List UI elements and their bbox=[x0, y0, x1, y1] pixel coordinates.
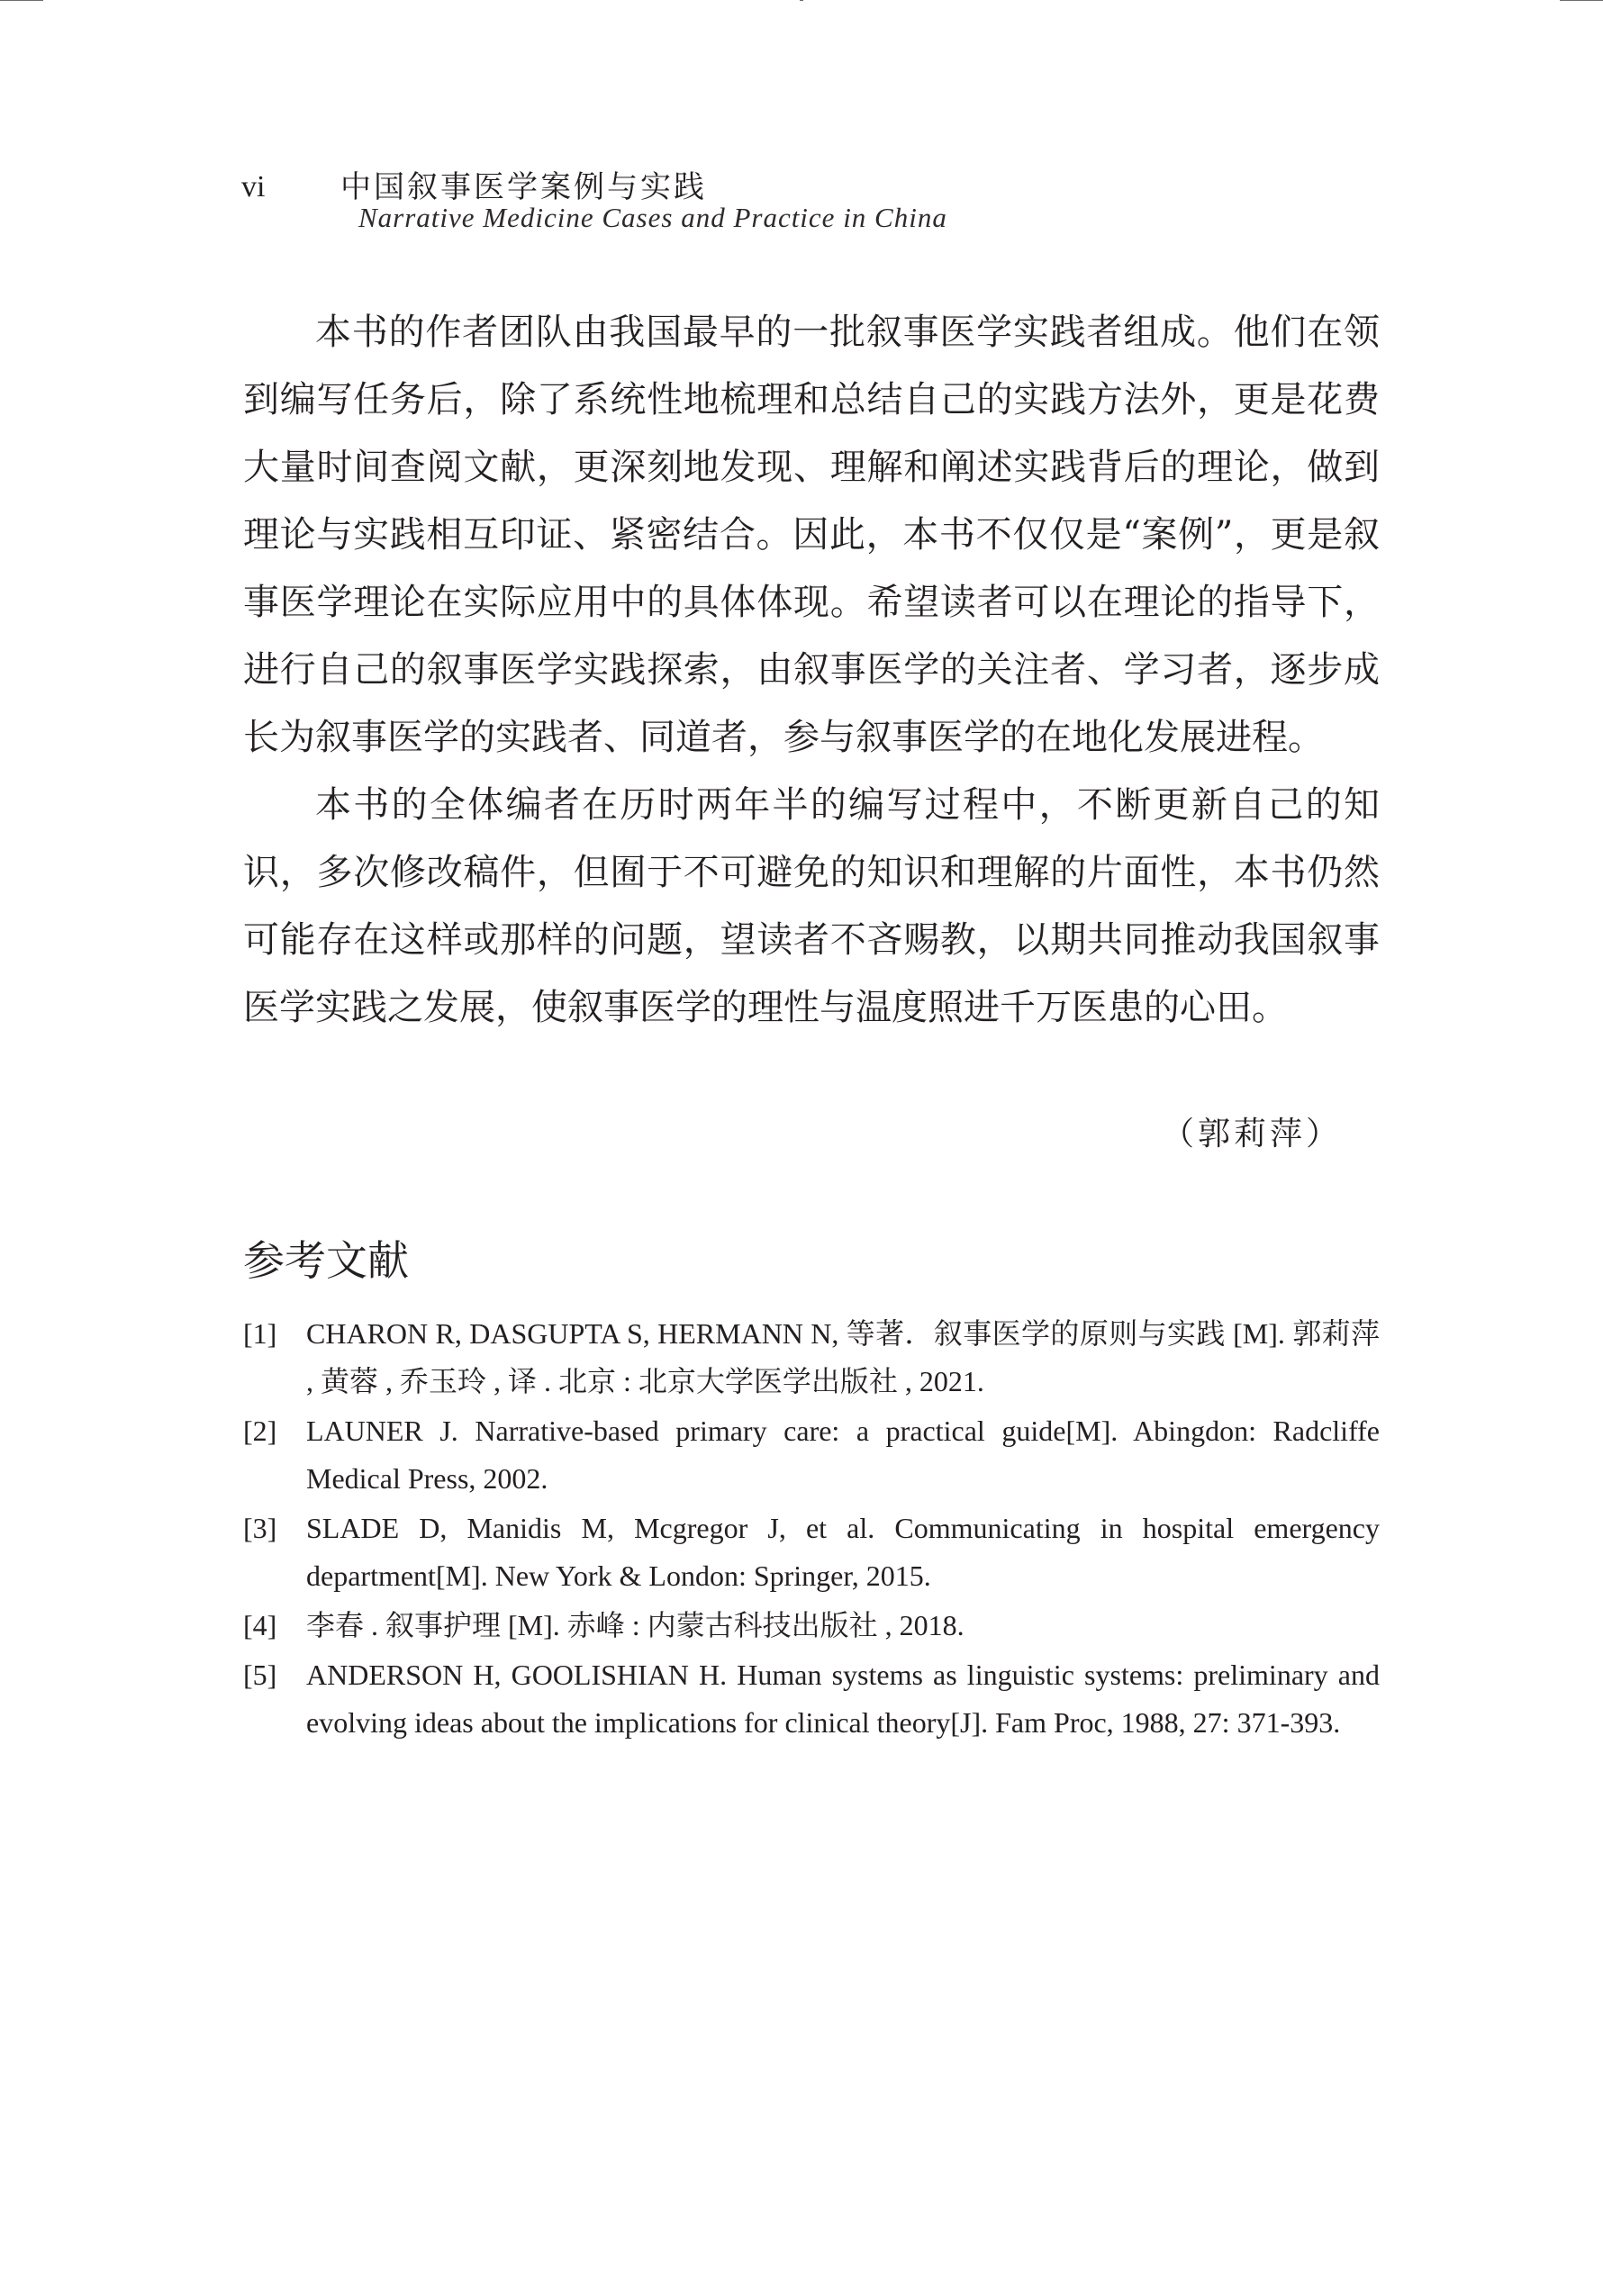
reference-text: LAUNER J. Narrative-based primary care: a practical guide[M]. Abingdon: Radcliffe Medical Press, 2002. bbox=[306, 1415, 1380, 1495]
reference-number: [3] bbox=[243, 1512, 277, 1544]
book-title: 中国叙事医学案例与实践 bbox=[340, 169, 707, 205]
reference-number: [1] bbox=[243, 1317, 277, 1350]
reference-item bbox=[243, 1310, 1380, 1406]
reference-text: 李春 . 叙事护理 [M]. 赤峰 : 内蒙古科技出版社 , 2018. bbox=[306, 1609, 965, 1641]
crop-mark-right bbox=[1560, 0, 1603, 1]
reference-text: CHARON R, DASGUPTA S, HERMANN N, 等著．叙事医学的原则与实践 [M]. 郭莉萍 , 黄蓉 , 乔玉玲 , 译 . 北京 : 北京大学医学出版社 , 2021. bbox=[306, 1317, 1380, 1397]
reference-item bbox=[243, 1651, 1380, 1747]
references-list bbox=[243, 1310, 1380, 1749]
crop-mark-left bbox=[0, 0, 43, 1]
book-subtitle: Narrative Medicine Cases and Practice in China bbox=[358, 202, 947, 233]
preface-body bbox=[243, 299, 1380, 1042]
author-signature: （郭莉萍） bbox=[1162, 1116, 1343, 1153]
reference-item bbox=[243, 1602, 1380, 1650]
references-heading: 参考文献 bbox=[243, 1236, 409, 1285]
reference-number: [2] bbox=[243, 1415, 277, 1447]
reference-item bbox=[243, 1505, 1380, 1600]
reference-number: [5] bbox=[243, 1659, 277, 1691]
running-header bbox=[241, 169, 1412, 241]
reference-item bbox=[243, 1407, 1380, 1503]
page-number: vi bbox=[241, 170, 266, 203]
paragraph: 本书的作者团队由我国最早的一批叙事医学实践者组成。他们在领到编写任务后，除了系统性地梳理和总结自己的实践方法外，更是花费大量时间查阅文献，更深刻地发现、理解和阐述实践背后的理论，做到理论与实践相互印证、紧密结合。因此，本书不仅仅是“案例”，更是叙事医学理论在实际应用中的具体体现。希望读者可以在理论的指导下，进行自己的叙事医学实践探索，由叙事医学的关注者、学习者，逐步成长为叙事医学的实践者、同道者，参与叙事医学的在地化发展进程。 bbox=[243, 312, 1380, 758]
reference-text: ANDERSON H, GOOLISHIAN H. Human systems as linguistic systems: preliminary and evolving ideas about the implications for clinical theory[J]. Fam Proc, 1988, 27: 371-393. bbox=[306, 1659, 1380, 1739]
crop-mark-center bbox=[800, 0, 803, 1]
paragraph: 本书的全体编者在历时两年半的编写过程中，不断更新自己的知识，多次修改稿件，但囿于不可避免的知识和理解的片面性，本书仍然可能存在这样或那样的问题，望读者不吝赐教，以期共同推动我国叙事医学实践之发展，使叙事医学的理性与温度照进千万医患的心田。 bbox=[243, 784, 1380, 1028]
reference-text: SLADE D, Manidis M, Mcgregor J, et al. Communicating in hospital emergency department[M]. New York & London: Springer, 2015. bbox=[306, 1512, 1380, 1592]
reference-number: [4] bbox=[243, 1609, 277, 1641]
